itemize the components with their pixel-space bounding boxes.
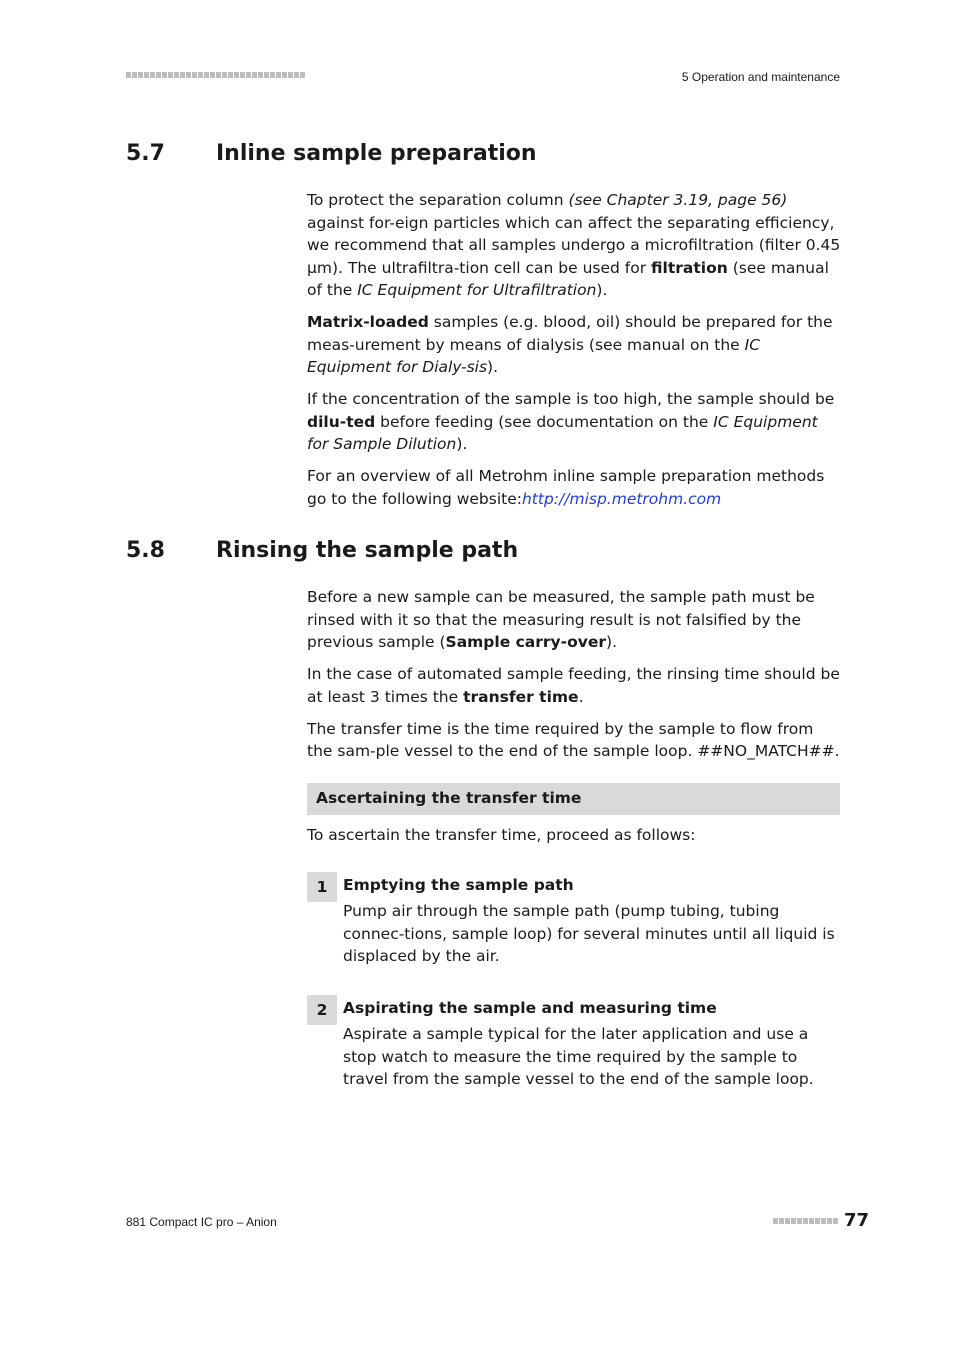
text: Before a new sample can be measured, the sample path must be rinsed with it so that the measuring result is not falsified by the previous sample (	[307, 588, 815, 651]
running-header-chapter: 5 Operation and maintenance	[681, 70, 840, 84]
step-description: Pump air through the sample path (pump tubing, tubing connec-tions, sample loop) for several minutes until all liquid is displaced by the air.	[343, 902, 835, 965]
section-heading-5-7	[126, 141, 537, 166]
text: (see manual of the	[307, 258, 829, 299]
paragraph	[307, 388, 843, 456]
section-number: 5.7	[126, 141, 165, 166]
section-heading-5-8	[126, 538, 518, 563]
section-5-7-body	[307, 189, 843, 520]
section-title: Inline sample preparation	[216, 141, 537, 166]
website-link[interactable]: http://misp.metrohm.com	[521, 489, 722, 508]
text: ).	[606, 633, 617, 651]
paragraph	[307, 465, 843, 510]
text: For an overview of all Metrohm inline sample preparation methods go to the following website:	[307, 467, 825, 508]
text: If the concentration of the sample is too high, the sample should be	[307, 390, 835, 408]
text: before feeding (see documentation on the	[375, 412, 714, 431]
bold-term: Sample carry-over	[445, 633, 607, 651]
header-decoration	[126, 72, 305, 78]
cross-reference[interactable]: (see Chapter 3.19, page 56)	[568, 191, 788, 209]
step-title: Aspirating the sample and measuring time	[343, 999, 717, 1017]
step-number-badge: 2	[307, 995, 337, 1025]
step-title: Emptying the sample path	[343, 876, 574, 894]
paragraph	[307, 311, 843, 379]
bold-term: dilu-ted	[307, 412, 376, 431]
footer-product-name: 881 Compact IC pro – Anion	[126, 1215, 277, 1229]
text: .	[578, 687, 584, 706]
paragraph	[307, 586, 843, 654]
text: samples (e.g. blood, oil) should be prepared for the meas-urement by means of dialysis (see manual on the	[307, 313, 833, 354]
text: ).	[487, 358, 499, 376]
procedure-intro-block	[307, 824, 843, 856]
section-number: 5.8	[126, 538, 165, 563]
paragraph	[307, 663, 843, 708]
subheading: Ascertaining the transfer time	[316, 789, 582, 807]
text: ).	[596, 281, 608, 299]
manual-title: IC Equipment for Ultrafiltration	[357, 281, 597, 299]
bold-term: Matrix-loaded	[307, 313, 429, 331]
paragraph: The transfer time is the time required by the sample to flow from the sam-ple vessel to the end of the sample loop. ##NO_MATCH##.	[307, 719, 840, 760]
manual-title: IC Equipment for Dialy-sis	[307, 335, 761, 376]
bold-term: filtration	[651, 258, 728, 277]
text: against for-eign particles which can affect the separating efficiency, we recommend that all samples undergo a microfiltration (filter 0.45 µm). The ultrafiltra-tion cell can be used for	[307, 213, 841, 277]
bold-term: transfer time	[463, 687, 579, 706]
section-title: Rinsing the sample path	[216, 538, 519, 563]
footer-decoration	[773, 1218, 838, 1224]
section-5-8-body	[307, 586, 843, 772]
text: To protect the separation column	[307, 191, 569, 209]
subheading-box	[307, 783, 840, 815]
paragraph	[307, 189, 843, 302]
step-description: Aspirate a sample typical for the later application and use a stop watch to measure the time required by the sample to travel from the sample vessel to the end of the sample loop.	[343, 1025, 814, 1088]
step-number-badge: 1	[307, 872, 337, 902]
text: ).	[456, 435, 468, 453]
text: In the case of automated sample feeding, the rinsing time should be at least 3 times the	[307, 665, 840, 706]
manual-title: IC Equipment for Sample Dilution	[307, 412, 818, 453]
page-number: 77	[844, 1210, 870, 1231]
procedure-intro: To ascertain the transfer time, proceed as follows:	[307, 826, 696, 844]
